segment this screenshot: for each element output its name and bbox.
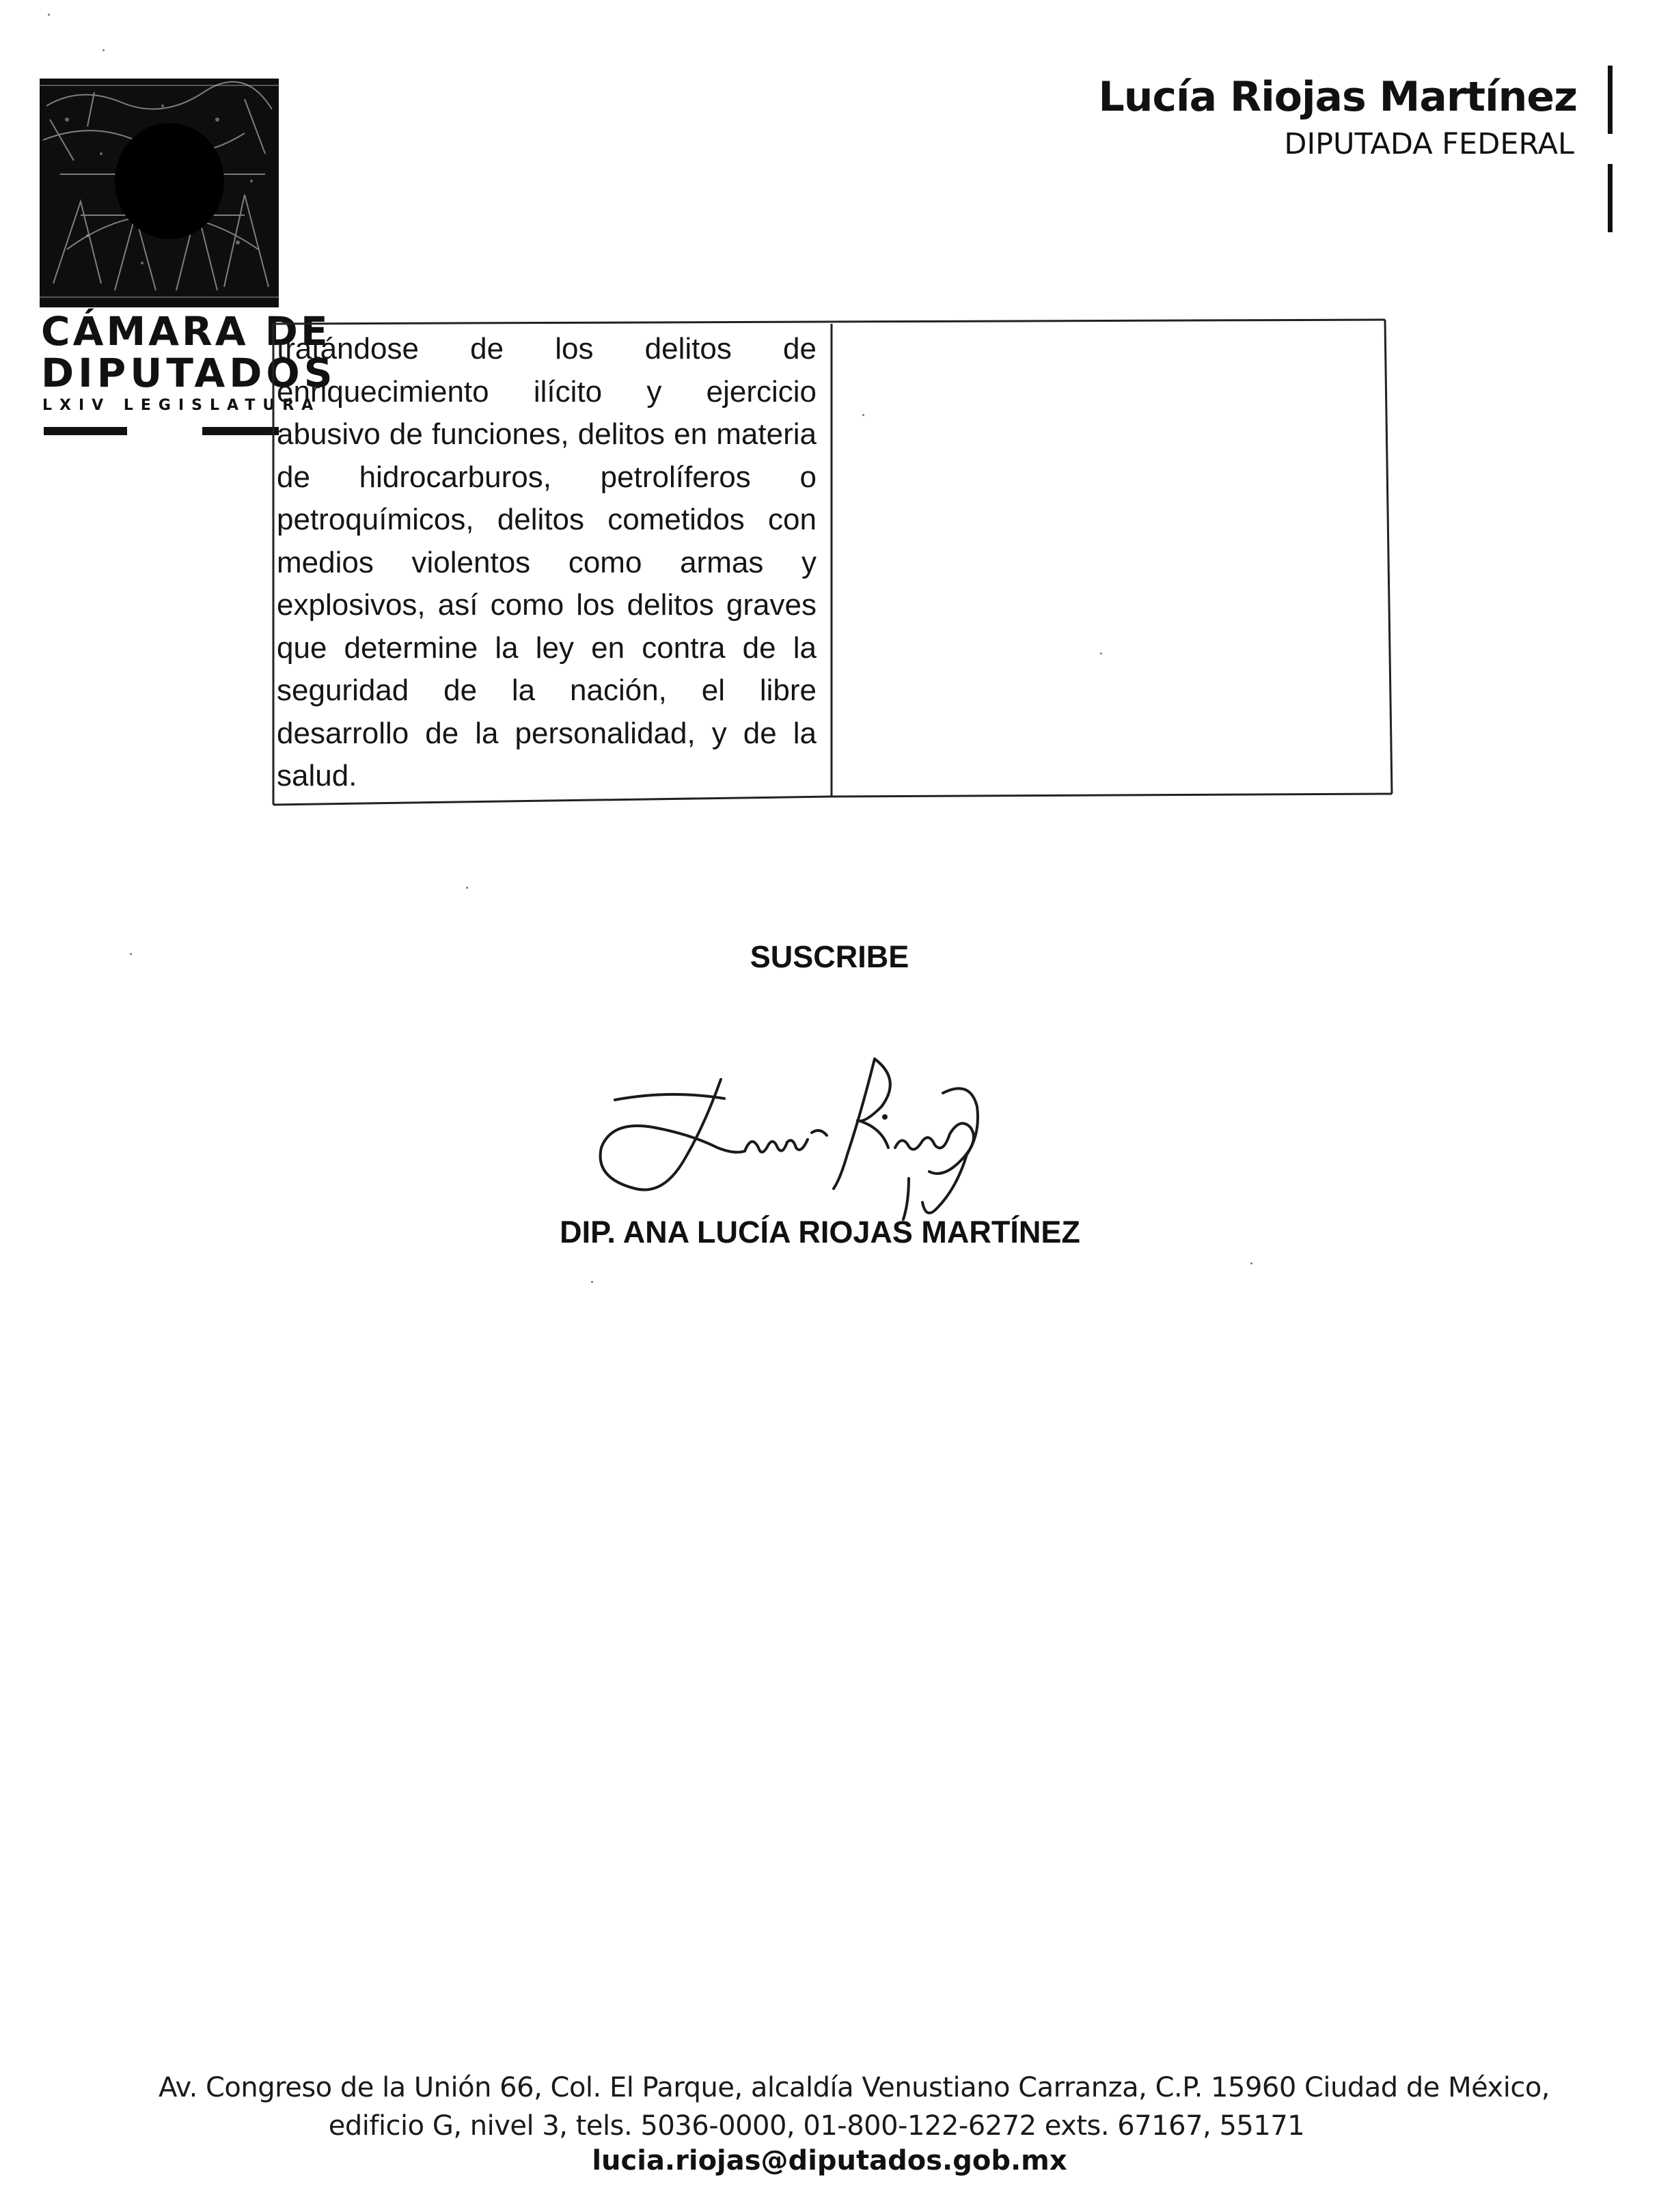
logo-title-line2: DIPUTADOS [41, 350, 337, 396]
scan-speck [466, 887, 468, 889]
suscribe-heading: SUSCRIBE [750, 939, 909, 974]
footer-address-line2: edificio G, nivel 3, tels. 5036-0000, 01-800-122-6272 exts. 67167, 55171 [328, 2110, 1305, 2142]
header-rule-bottom [1608, 164, 1613, 232]
scan-speck [48, 14, 50, 16]
footer-address-line1: Av. Congreso de la Unión 66, Col. El Parque, alcaldía Venustiano Carranza, C.P. 15960 Ciudad de México, [158, 2072, 1550, 2103]
logo-bar-left [44, 427, 127, 435]
deputy-name: Lucía Riojas Martínez [1098, 73, 1577, 121]
table-cell-right [834, 328, 1380, 799]
scan-speck [1250, 1262, 1252, 1264]
scan-speck [102, 49, 105, 51]
logo-legislature: LXIV LEGISLATURA [42, 397, 321, 414]
footer-address [0, 2069, 1659, 2145]
signer-name: DIP. ANA LUCÍA RIOJAS MARTÍNEZ [560, 1215, 1080, 1249]
deputy-role: DIPUTADA FEDERAL [1284, 127, 1574, 161]
chamber-emblem-image [40, 79, 279, 307]
header-rule-top [1608, 66, 1613, 134]
scan-speck [591, 1281, 593, 1283]
logo-title-line1: CÁMARA DE [41, 308, 331, 355]
footer-email: lucia.riojas@diputados.gob.mx [592, 2145, 1067, 2176]
handwritten-signature [588, 1052, 984, 1233]
table-cell-left: tratándose de los delitos de enriquecimiento ilícito y ejercicio abusivo de funciones, delitos en materia de hidrocarburos, petrolíferos o petroquímicos, delitos cometidos con medios violentos como armas y explosivos, así como los delitos graves que determine la ley en contra de la seguridad de la nación, el libre desarrollo de la personalidad, y de la salud. [277, 332, 817, 792]
